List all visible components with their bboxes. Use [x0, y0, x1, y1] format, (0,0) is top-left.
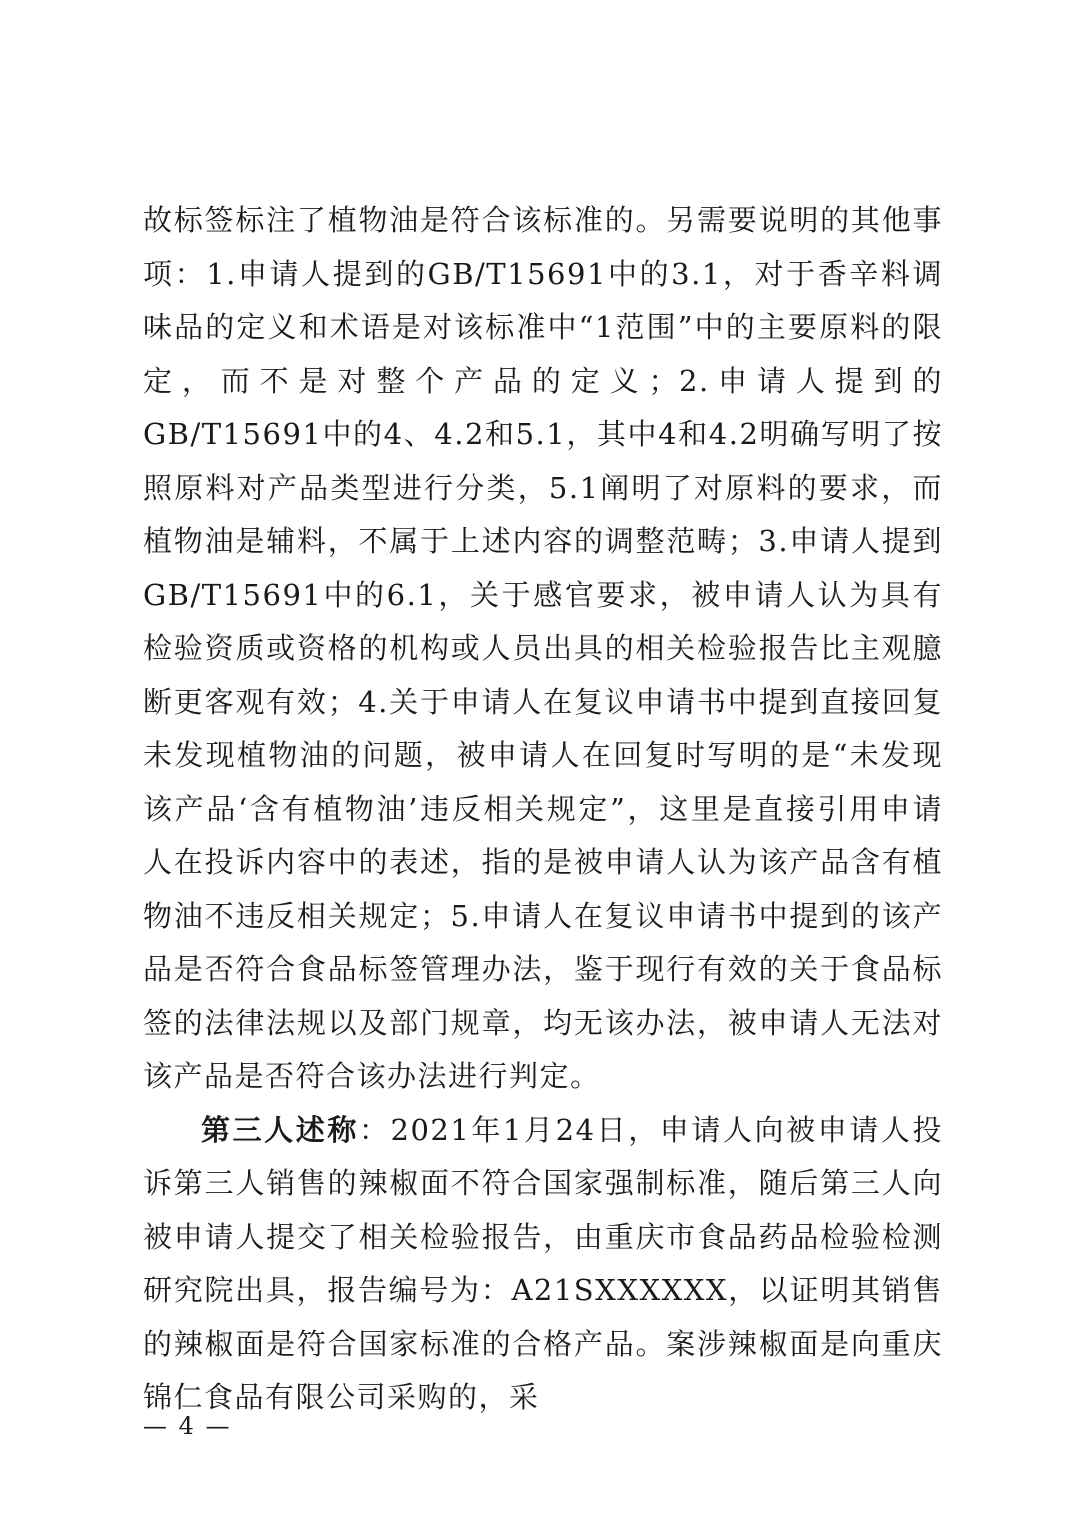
paragraph-third-party-statement	[143, 1104, 943, 1425]
paragraph-third-party-body: ：2021年1月24日，申请人向被申请人投诉第三人销售的辣椒面不符合国家强制标准，随后第三人向被申请人提交了相关检验报告，由重庆市食品药品检验检测研究院出具，报告编号为：A21SXXXXXX，以证明其销售的辣椒面是符合国家标准的合格产品。案涉辣椒面是向重庆锦仁食品有限公司采购的，采	[143, 1112, 943, 1414]
paragraph-respondent-statement: 故标签标注了植物油是符合该标准的。另需要说明的其他事项：1.申请人提到的GB/T15691中的3.1，对于香辛料调味品的定义和术语是对该标准中“1范围”中的主要原料的限定，而不是对整个产品的定义；2.申请人提到的GB/T15691中的4、4.2和5.1，其中4和4.2明确写明了按照原料对产品类型进行分类，5.1阐明了对原料的要求，而植物油是辅料，不属于上述内容的调整范畴；3.申请人提到GB/T15691中的6.1，关于感官要求，被申请人认为具有检验资质或资格的机构或人员出具的相关检验报告比主观臆断更客观有效；4.关于申请人在复议申请书中提到直接回复未发现植物油的问题，被申请人在回复时写明的是“未发现该产品‘含有植物油’违反相关规定”，这里是直接引用申请人在投诉内容中的表述，指的是被申请人认为该产品含有植物油不违反相关规定；5.申请人在复议申请书中提到的该产品是否符合食品标签管理办法，鉴于现行有效的关于食品标签的法律法规以及部门规章，均无该办法，被申请人无法对该产品是否符合该办法进行判定。	[143, 203, 943, 1093]
page-number: — 4 —	[143, 1412, 232, 1440]
body-text	[143, 194, 943, 1425]
speaker-label: 第三人述称	[201, 1112, 359, 1147]
